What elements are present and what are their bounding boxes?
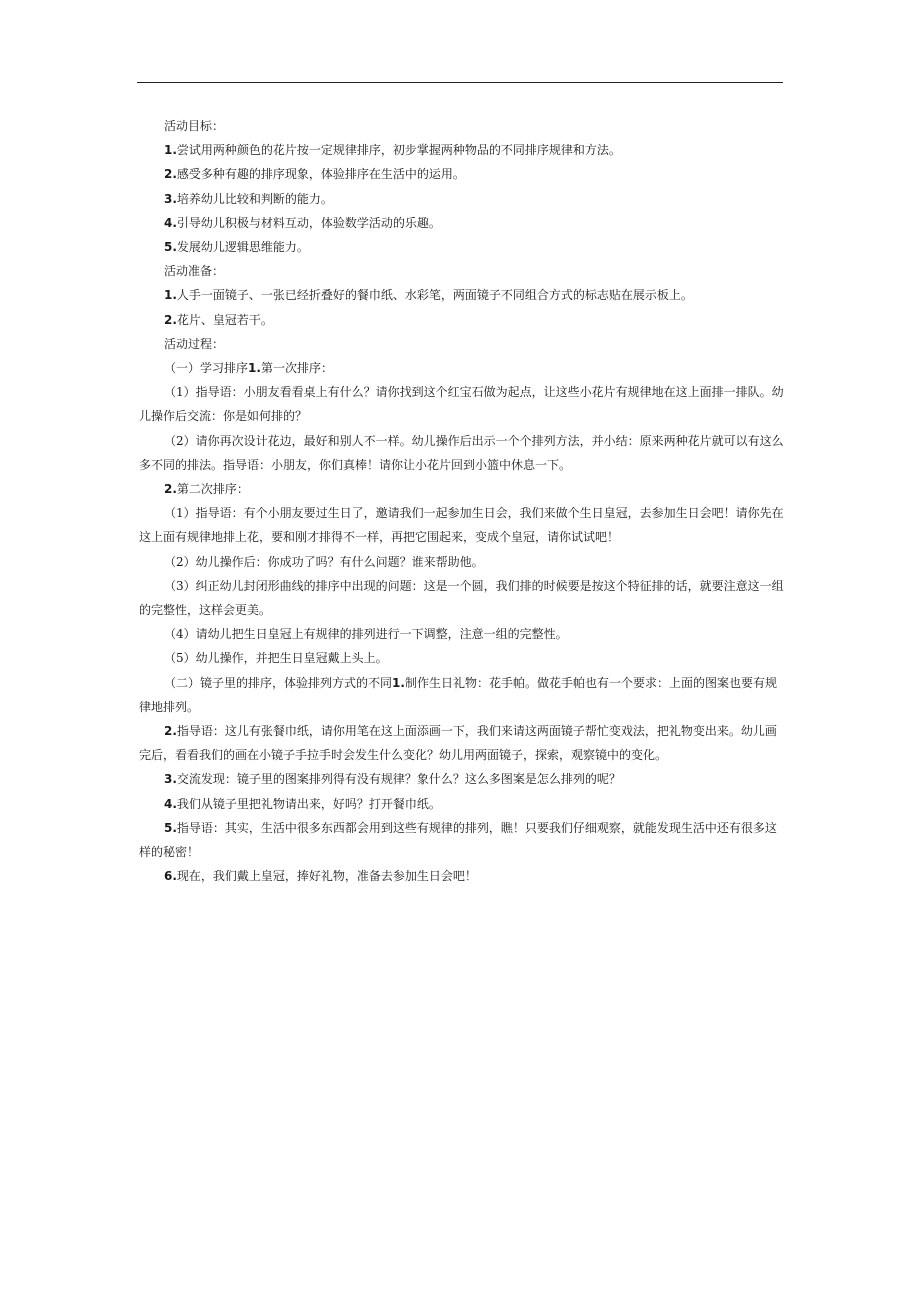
paragraph: 2.第二次排序：: [164, 482, 249, 497]
paragraph: （3）纠正幼儿封闭形曲线的排序中出现的问题：这是一个圆，我们排的时候要是按这个特征排的话，就要注意这一组的完整性，这样会更美。: [139, 578, 784, 618]
paragraph: 3.交流发现：镜子里的图案排列得有没有规律？象什么？这么多图案是怎么排列的呢？: [164, 772, 621, 787]
paragraph: 1.人手一面镜子、一张已经折叠好的餐巾纸、水彩笔，两面镜子不同组合方式的标志贴在展示板上。: [164, 288, 693, 303]
paragraph: 活动过程：: [164, 336, 225, 351]
paragraph: 活动目标：: [164, 119, 225, 133]
paragraph: （一）学习排序1.第一次排序：: [164, 361, 333, 376]
paragraph: 2.花片、皇冠若干。: [164, 312, 273, 327]
header-rule: [137, 82, 783, 83]
paragraph: （5）幼儿操作，并把生日皇冠戴上头上。: [164, 651, 388, 666]
paragraph: （1）指导语：小朋友看看桌上有什么？请你找到这个红宝石做为起点，让这些小花片有规律地在这上面排一排队。幼儿操作后交流：你是如何排的？: [139, 385, 784, 424]
paragraph: （2）请你再次设计花边，最好和别人不一样。幼儿操作后出示一个个排列方法，并小结：原来两种花片就可以有这么多不同的排法。指导语：小朋友，你们真棒！请你让小花片回到小篮中休息一下。: [139, 433, 784, 472]
paragraph: 3.培养幼儿比较和判断的能力。: [164, 191, 333, 206]
paragraph: （4）请幼儿把生日皇冠上有规律的排列进行一下调整，注意一组的完整性。: [164, 627, 568, 642]
paragraph: （二）镜子里的排序，体验排列方式的不同1.制作生日礼物：花手帕。做花手帕也有一个要求：上面的图案也要有规律地排列。: [139, 675, 777, 714]
paragraph: 4.引导幼儿积极与材料互动，体验数学活动的乐趣。: [164, 215, 441, 230]
paragraph: 5.指导语：其实，生活中很多东西都会用到这些有规律的排列，瞧！只要我们仔细观察，就能发现生活中还有很多这样的秘密！: [139, 820, 777, 860]
paragraph: 2.感受多种有趣的排序现象，体验排序在生活中的运用。: [164, 167, 465, 182]
paragraph: 1.尝试用两种颜色的花片按一定规律排序，初步掌握两种物品的不同排序规律和方法。: [164, 143, 621, 158]
paragraph: 2.指导语：这儿有张餐巾纸，请你用笔在这上面添画一下，我们来请这两面镜子帮忙变戏法，把礼物变出来。幼儿画完后，看看我们的画在小镜子手拉手时会发生什么变化？幼儿用两面镜子，探索，观察镜中的变化。: [139, 724, 777, 763]
paragraph: 活动准备：: [164, 264, 225, 279]
paragraph: 4.我们从镜子里把礼物请出来，好吗？打开餐巾纸。: [164, 796, 441, 811]
document-body: [139, 114, 787, 889]
paragraph: 6.现在，我们戴上皇冠，捧好礼物，准备去参加生日会吧！: [164, 869, 477, 884]
paragraph: （2）幼儿操作后：你成功了吗？有什么问题？谁来帮助他。: [164, 554, 484, 569]
paragraph: 5.发展幼儿逻辑思维能力。: [164, 240, 309, 255]
paragraph: （1）指导语：有个小朋友要过生日了，邀请我们一起参加生日会，我们来做个生日皇冠，去参加生日会吧！请你先在这上面有规律地排上花，要和刚才排得不一样，再把它围起来，变成个皇冠，请你试试吧！: [139, 506, 784, 545]
